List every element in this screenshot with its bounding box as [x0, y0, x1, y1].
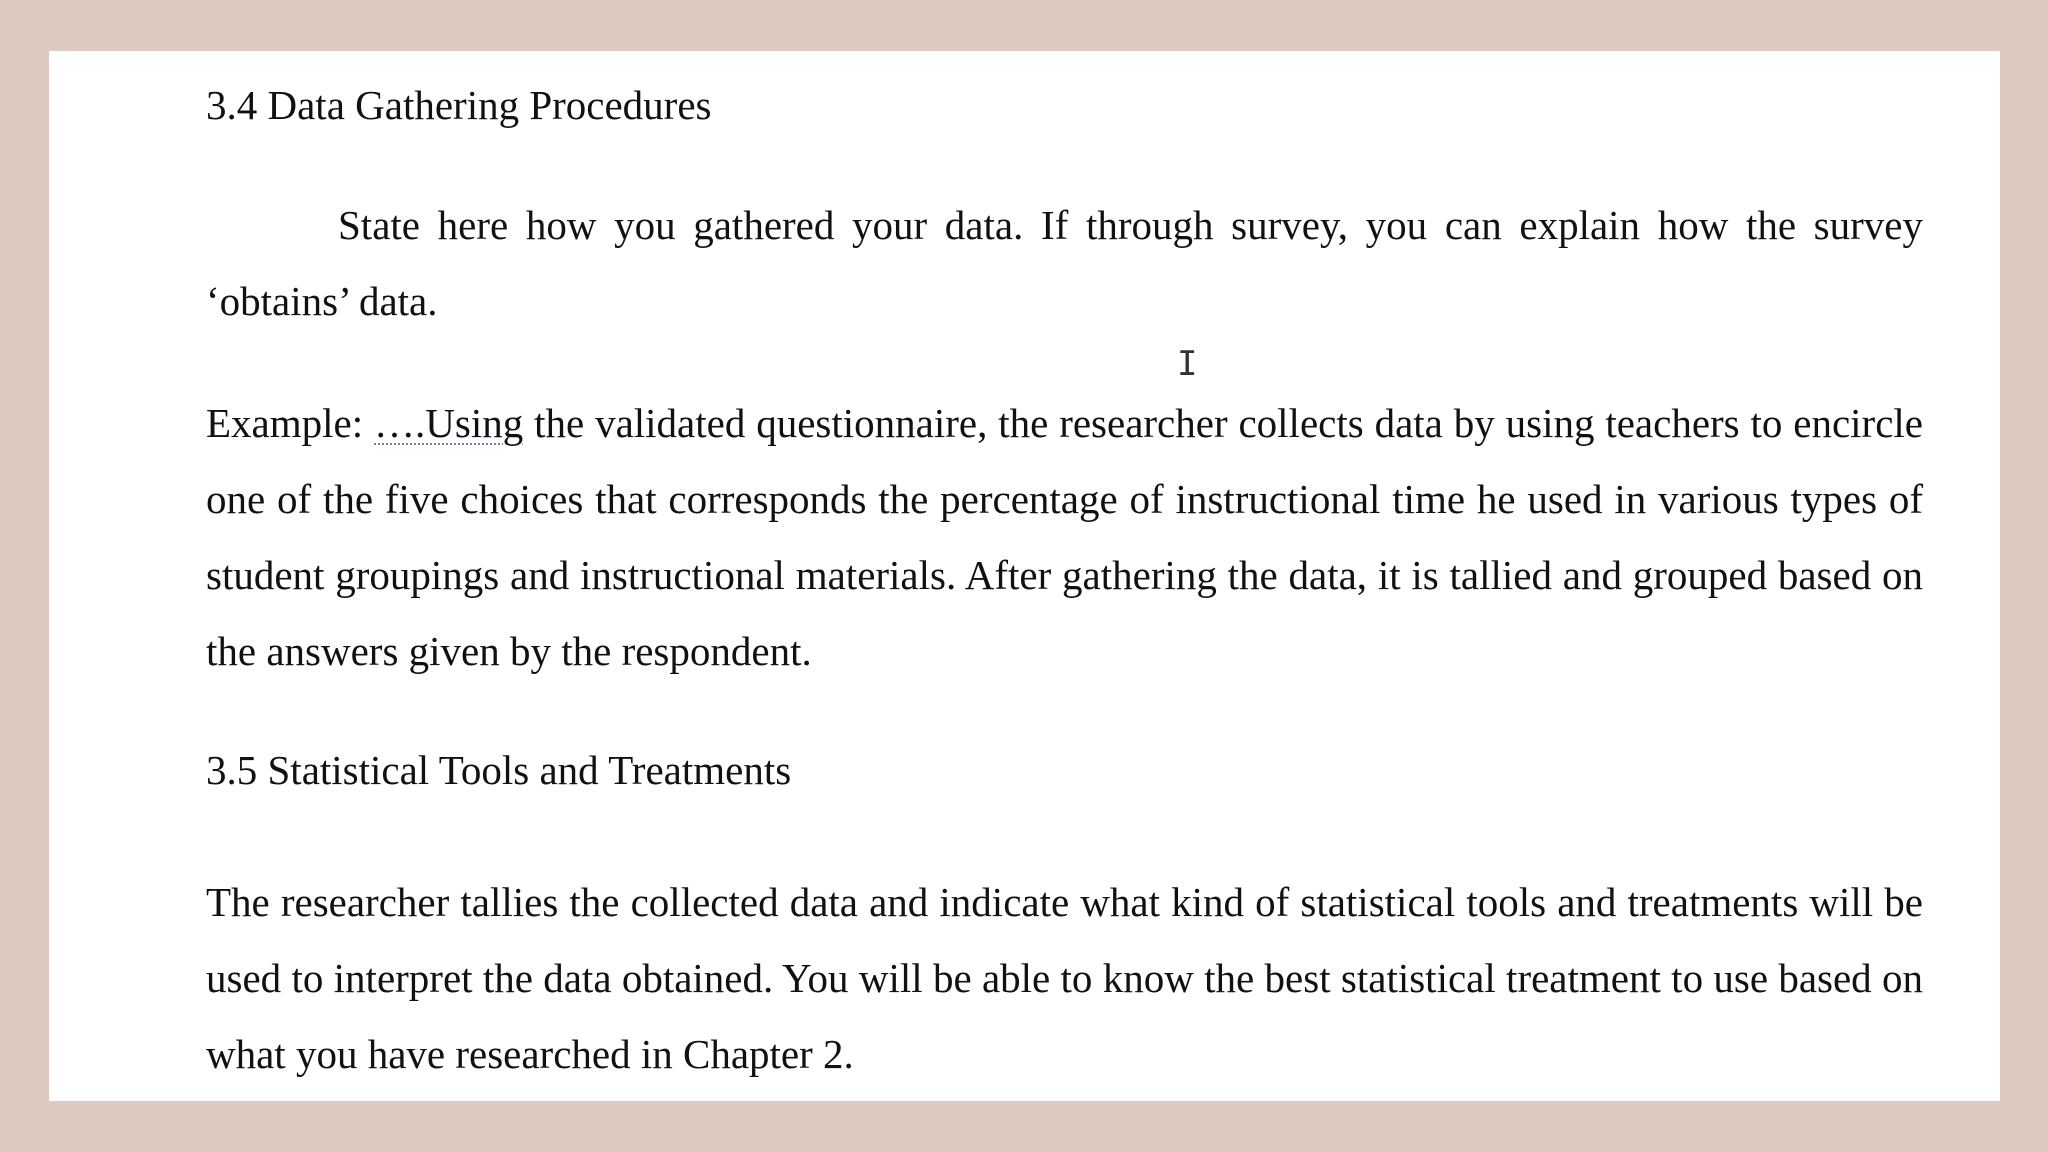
example-flagged-word[interactable]: ….Using — [374, 400, 524, 446]
section-heading-data-gathering: 3.4 Data Gathering Procedures — [206, 82, 712, 128]
text-cursor-icon: I — [1177, 344, 1198, 384]
statistical-tools-paragraph[interactable]: The researcher tallies the collected data and indicate what kind of statistical tools and treatments will be used to interpret the data obtained. You will be able to know the best statistical treatment to use based on what you have researched in Chapter 2. — [206, 879, 1923, 1077]
example-body-text: the validated questionnaire, the researcher collects data by using teachers to encircle one of the five choices that corresponds the percentage of instructional time he used in various types of student groupings and instructional materials. After gathering the data, it is tallied and grouped based on the answers given by the respondent. — [206, 400, 1924, 674]
example-paragraph[interactable] — [206, 385, 1923, 689]
document-page — [49, 51, 2000, 1101]
section-heading-statistical-tools: 3.5 Statistical Tools and Treatments — [206, 747, 792, 793]
data-gathering-paragraph[interactable]: State here how you gathered your data. If through survey, you can explain how the survey ‘obtains’ data. — [206, 202, 1923, 324]
example-label: Example: — [206, 400, 364, 446]
